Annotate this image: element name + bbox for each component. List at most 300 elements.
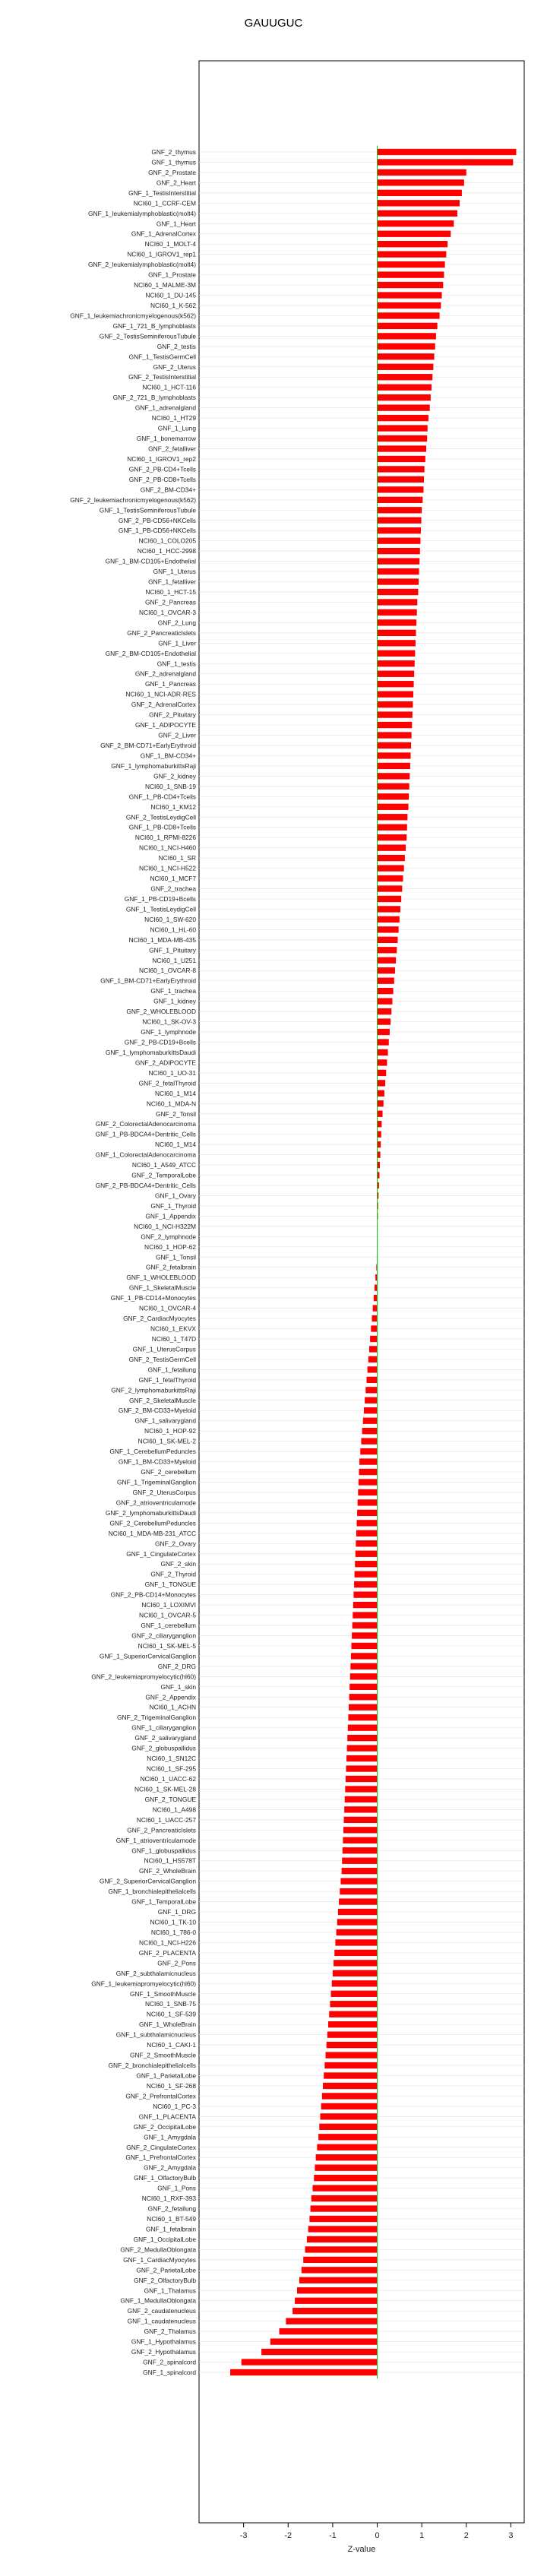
category-label: GNF_1_PB-CD56+NKCells <box>118 527 196 535</box>
bar <box>378 1141 381 1147</box>
bar <box>378 343 435 350</box>
bar <box>350 1663 377 1669</box>
bar <box>378 261 445 267</box>
category-label: NCI60_1_HOP-92 <box>144 1427 196 1435</box>
category-label: NCI60_1_PC-3 <box>153 2102 196 2110</box>
category-label: GNF_2_PrefrontalCortex <box>125 2092 196 2100</box>
bar <box>319 2124 377 2130</box>
bar <box>329 2011 377 2017</box>
category-label: GNF_2_lymphomaburkittsDaudi <box>105 1508 196 1517</box>
category-label: GNF_2_Ovary <box>155 1540 196 1548</box>
bar <box>378 752 411 758</box>
bar <box>323 2083 378 2089</box>
bar <box>378 916 400 922</box>
category-label: NCI60_1_M14 <box>154 1141 196 1149</box>
bar <box>378 844 406 850</box>
bar <box>378 558 420 564</box>
category-label: GNF_1_adrenalgland <box>134 403 196 412</box>
category-label: NCI60_1_CCRF-CEM <box>133 199 196 207</box>
category-label: NCI60_1_SK-OV-3 <box>142 1017 196 1026</box>
category-label: GNF_2_OlfactoryBulb <box>134 2276 196 2284</box>
bar <box>378 333 436 339</box>
category-label: NCI60_1_RXF-393 <box>141 2195 196 2203</box>
bar <box>378 210 458 217</box>
bar <box>378 548 420 554</box>
category-label: NCI60_1_DU-145 <box>145 291 196 299</box>
category-label: GNF_1_skin <box>160 1682 196 1691</box>
category-label: NCI60_1_EKVX <box>150 1324 196 1333</box>
category-label: GNF_2_PB-CD14+Monocytes <box>110 1590 196 1599</box>
bar <box>331 1991 378 1997</box>
category-label: GNF_1_Hypothalamus <box>131 2337 196 2346</box>
bar <box>370 1336 377 1342</box>
bar <box>305 2246 378 2252</box>
bar <box>378 722 413 728</box>
category-label: NCI60_1_SR <box>158 854 196 862</box>
category-label: GNF_1_lymphnode <box>141 1028 196 1036</box>
category-label: GNF_1_WHOLEBLOOD <box>126 1274 196 1282</box>
category-label: GNF_1_CingulateCortex <box>126 1549 196 1558</box>
category-label: GNF_2_SkeletalMuscle <box>129 1396 196 1404</box>
x-tick-label: 0 <box>375 2531 380 2540</box>
category-label: NCI60_1_MOLT-4 <box>144 240 196 248</box>
bar <box>378 824 407 831</box>
bar <box>378 773 410 779</box>
category-label: NCI60_1_SNB-75 <box>144 2000 196 2008</box>
bar <box>378 1018 391 1024</box>
bar <box>359 1458 377 1464</box>
bar <box>378 445 426 451</box>
bar <box>322 2093 378 2099</box>
bar <box>378 742 412 748</box>
bar <box>378 159 514 165</box>
category-label: NCI60_1_SNB-19 <box>144 782 196 790</box>
category-label: GNF_2_OccipitalLobe <box>133 2122 196 2131</box>
bar <box>345 1786 377 1792</box>
bar <box>343 1827 378 1833</box>
bar <box>378 640 416 646</box>
x-axis-label: Z-value <box>347 2545 376 2554</box>
category-label: GNF_1_MedullaOblongata <box>120 2296 196 2305</box>
bar <box>349 1684 377 1690</box>
bar <box>378 865 404 871</box>
category-label: NCI60_1_HT29 <box>151 414 196 422</box>
category-label: GNF_1_DRG <box>157 1908 196 1916</box>
category-label: GNF_1_TrigeminalGanglion <box>117 1478 196 1486</box>
category-label: NCI60_1_SF-295 <box>146 1764 196 1773</box>
category-label: NCI60_1_M14 <box>154 1089 196 1097</box>
bar <box>297 2287 378 2293</box>
category-label: NCI60_1_MALME-3M <box>134 281 196 290</box>
category-label: GNF_2_Pons <box>157 1959 196 1967</box>
bar <box>335 1939 377 1945</box>
bar <box>362 1428 378 1434</box>
category-labels <box>70 148 197 2376</box>
category-label: GNF_2_Prostate <box>148 168 196 176</box>
category-label: GNF_1_caudatenucleus <box>127 2317 196 2325</box>
category-label: GNF_1_Prostate <box>148 271 196 279</box>
category-label: NCI60_1_CAKI-1 <box>147 2041 196 2049</box>
category-label: NCI60_1_HCT-15 <box>145 588 196 597</box>
category-label: GNF_1_atrioventricularnode <box>115 1836 196 1844</box>
bar <box>378 947 397 953</box>
category-label: GNF_2_Pituitary <box>149 710 196 719</box>
chart-title: GAUUGUC <box>244 17 303 30</box>
x-tick-label: -3 <box>239 2531 248 2540</box>
category-label: GNF_1_BM-CD33+Myeloid <box>118 1457 196 1466</box>
bar <box>378 527 421 533</box>
bar <box>378 425 428 431</box>
category-label: NCI60_1_U251 <box>152 956 196 964</box>
category-label: GNF_2_WHOLEBLOOD <box>126 1008 196 1016</box>
bar <box>378 814 408 820</box>
bar <box>378 1111 383 1117</box>
category-label: GNF_1_BM-CD105+Endothelial <box>105 557 196 565</box>
bar <box>378 456 425 462</box>
bar <box>378 1008 392 1014</box>
category-label: GNF_2_fetalbrain <box>145 1263 196 1271</box>
category-label: GNF_2_PB-CD19+Bcells <box>124 1038 196 1046</box>
category-label: GNF_2_721_B_lymphoblasts <box>112 394 196 402</box>
bar <box>303 2257 377 2263</box>
category-label: NCI60_1_SW-620 <box>144 915 196 923</box>
category-label: GNF_1_fetallung <box>147 1366 196 1374</box>
bar <box>316 2154 378 2160</box>
bar <box>378 538 421 544</box>
category-label: GNF_2_MedullaOblongata <box>120 2245 196 2254</box>
category-label: GNF_1_lymphomaburkittsRaji <box>111 761 196 770</box>
bar <box>353 1602 378 1608</box>
category-label: GNF_1_Heart <box>156 220 196 228</box>
bar <box>378 650 416 657</box>
category-label: GNF_2_lymphomaburkittsRaji <box>111 1386 196 1394</box>
category-label: GNF_1_salivarygland <box>134 1416 196 1425</box>
category-label: GNF_2_CardiacMyocytes <box>123 1315 196 1323</box>
bar <box>378 251 447 257</box>
bar <box>378 896 402 902</box>
category-label: NCI60_1_KM12 <box>150 802 196 811</box>
category-label: GNF_2_PB-CD8+Tcells <box>128 475 196 483</box>
category-label: GNF_2_WholeBrain <box>139 1867 196 1875</box>
bar <box>363 1418 378 1424</box>
category-label: GNF_1_fetalliver <box>148 578 196 586</box>
category-label: GNF_1_TestisSeminiferousTubule <box>99 506 196 514</box>
category-label: GNF_2_fetallung <box>147 2204 196 2213</box>
category-label: NCI60_1_UACC-257 <box>136 1815 196 1824</box>
category-label: GNF_1_PB-BDCA4+Dentritic_Cells <box>95 1130 196 1138</box>
category-label: GNF_2_Appendix <box>145 1693 196 1701</box>
category-label: GNF_1_Thyroid <box>150 1201 196 1210</box>
bar <box>378 691 413 697</box>
category-label: GNF_1_leukemiapromyelocytic(hl60) <box>91 1979 196 1988</box>
bar <box>378 1039 389 1045</box>
bar <box>378 568 419 574</box>
bar <box>351 1653 378 1659</box>
category-label: GNF_2_Thyroid <box>150 1570 196 1578</box>
category-label: GNF_1_Ovary <box>155 1191 196 1200</box>
category-label: NCI60_1_MDA-MB-435 <box>128 935 196 944</box>
bar <box>378 1131 381 1138</box>
bar <box>270 2338 378 2344</box>
bar <box>378 711 413 717</box>
bar <box>378 302 441 309</box>
bar <box>230 2369 377 2375</box>
category-label: GNF_2_ColorectalAdenocarcinoma <box>95 1120 196 1128</box>
category-label: GNF_1_leukemialymphoblastic(molt4) <box>88 209 196 217</box>
category-label: NCI60_1_ACHN <box>149 1703 196 1711</box>
x-axis <box>240 2523 514 2540</box>
bar <box>366 1377 377 1383</box>
category-label: GNF_1_Uterus <box>153 568 196 576</box>
category-label: GNF_2_Thalamus <box>144 2328 196 2336</box>
category-label: GNF_1_fetalThyroid <box>138 1375 196 1384</box>
bar <box>343 1837 377 1843</box>
category-label: GNF_2_PancreaticIslets <box>127 628 196 637</box>
bar <box>378 220 454 226</box>
bar <box>357 1510 377 1516</box>
grid-lines <box>199 152 524 2372</box>
plot-area <box>199 61 524 2523</box>
bar <box>378 1080 386 1086</box>
bar <box>358 1499 378 1505</box>
category-label: GNF_2_ADIPOCYTE <box>134 1059 196 1067</box>
bar <box>378 241 448 247</box>
category-label: NCI60_1_HCC-2998 <box>137 547 196 555</box>
category-label: NCI60_1_IGROV1_rep1 <box>127 250 196 258</box>
category-label: GNF_1_ParietalLobe <box>136 2071 196 2080</box>
category-label: NCI60_1_NCI-H522 <box>139 864 196 872</box>
category-label: GNF_1_BM-CD34+ <box>140 752 196 760</box>
bar <box>378 435 428 441</box>
bar <box>378 486 424 492</box>
bar <box>378 1070 387 1076</box>
category-label: GNF_2_TestisSeminiferousTubule <box>99 332 196 340</box>
category-label: GNF_1_Pituitary <box>149 946 196 954</box>
bar <box>324 2072 377 2078</box>
category-label: NCI60_1_NCI-H226 <box>139 1938 196 1947</box>
bar <box>333 1970 378 1976</box>
bar <box>378 834 407 840</box>
category-label: NCI60_1_NCI-ADR-RES <box>125 690 196 698</box>
category-label: NCI60_1_786-0 <box>150 1928 196 1936</box>
category-label: GNF_1_721_B_lymphoblasts <box>112 321 196 330</box>
bar <box>378 978 394 984</box>
bar <box>311 2205 378 2211</box>
bar <box>378 1121 382 1127</box>
bar <box>378 1029 390 1035</box>
bar <box>378 200 460 206</box>
bar <box>378 149 517 155</box>
bar <box>286 2318 377 2324</box>
bar <box>378 957 397 964</box>
bar <box>378 394 431 400</box>
category-label: NCI60_1_COLO205 <box>138 536 196 545</box>
bar <box>378 701 413 707</box>
category-label: NCI60_1_OVCAR-5 <box>139 1611 196 1619</box>
category-label: GNF_2_CerebellumPeduncles <box>109 1519 196 1527</box>
category-label: GNF_2_DRG <box>157 1662 196 1670</box>
category-label: GNF_2_testis <box>157 342 196 350</box>
bar <box>378 967 395 973</box>
bar <box>361 1438 377 1444</box>
bar <box>375 1284 378 1290</box>
bar <box>369 1346 378 1352</box>
category-label: GNF_1_bronchialepithelialcells <box>108 1888 196 1896</box>
bar <box>334 1950 377 1956</box>
category-label: GNF_2_salivarygland <box>134 1734 196 1742</box>
bar <box>359 1469 377 1475</box>
bar <box>346 1755 377 1761</box>
bar <box>327 2042 378 2048</box>
category-label: GNF_1_TemporalLobe <box>131 1897 196 1906</box>
bar <box>378 1162 381 1168</box>
bar <box>308 2226 378 2232</box>
bar <box>378 517 422 524</box>
bar <box>292 2308 377 2314</box>
category-label: GNF_1_TONGUE <box>144 1581 196 1589</box>
category-label: NCI60_1_MDA-MB-231_ATCC <box>108 1529 196 1537</box>
category-label: GNF_2_skin <box>160 1560 196 1568</box>
bar <box>321 2103 378 2109</box>
category-label: GNF_2_thymus <box>151 148 196 156</box>
bar <box>353 1612 377 1618</box>
category-label: GNF_1_thymus <box>151 158 196 166</box>
bar <box>313 2185 378 2191</box>
category-label: GNF_2_Hypothalamus <box>131 2348 196 2356</box>
bar <box>378 804 409 810</box>
category-label: NCI60_1_SF-268 <box>146 2081 196 2090</box>
bar <box>372 1315 377 1321</box>
bar <box>378 589 419 595</box>
category-label: GNF_1_SkeletalMuscle <box>129 1283 196 1292</box>
category-label: GNF_2_caudatenucleus <box>127 2307 196 2315</box>
category-label: NCI60_1_OVCAR-4 <box>139 1304 196 1312</box>
category-label: GNF_1_OccipitalLobe <box>133 2235 196 2243</box>
category-label: GNF_2_bronchialepithelialcells <box>108 2062 196 2070</box>
category-label: GNF_2_Uterus <box>153 362 196 371</box>
bar <box>378 926 399 932</box>
category-label: GNF_2_Heart <box>156 179 196 187</box>
category-label: GNF_2_SuperiorCervicalGanglion <box>99 1877 196 1885</box>
category-label: GNF_1_Lung <box>157 424 196 432</box>
category-label: GNF_1_ColorectalAdenocarcinoma <box>95 1150 196 1159</box>
category-label: GNF_2_leukemiachronicmyelogenous(k562) <box>70 495 196 504</box>
category-label: GNF_1_lymphomaburkittsDaudi <box>105 1048 196 1056</box>
category-label: NCI60_1_A549_ATCC <box>131 1161 196 1169</box>
bar <box>360 1448 377 1454</box>
category-label: NCI60_1_SF-539 <box>146 2010 196 2018</box>
category-label: NCI60_1_NCI-H460 <box>139 843 196 852</box>
category-label: GNF_2_subthalamicnucleus <box>115 1969 196 1977</box>
bar <box>378 660 415 666</box>
bar <box>378 998 393 1004</box>
category-label: GNF_1_cerebellum <box>141 1622 196 1630</box>
bar <box>314 2175 377 2181</box>
bar <box>378 1090 384 1097</box>
category-label: GNF_1_Amygdala <box>144 2133 196 2141</box>
category-label: GNF_2_kidney <box>153 772 196 780</box>
category-label: GNF_2_globuspallidus <box>131 1744 196 1752</box>
category-label: GNF_2_BM-CD105+Endothelial <box>105 649 196 657</box>
category-label: GNF_1_Appendix <box>145 1212 196 1220</box>
bar <box>378 231 451 237</box>
bar <box>338 1909 378 1915</box>
category-label: GNF_2_PB-BDCA4+Dentritic_Cells <box>95 1182 196 1190</box>
category-label: GNF_1_Pons <box>157 2184 196 2192</box>
category-label: GNF_1_SuperiorCervicalGanglion <box>99 1652 196 1660</box>
category-label: GNF_1_globuspallidus <box>131 1847 196 1855</box>
bar <box>378 1151 381 1157</box>
category-label: GNF_2_TestisGermCell <box>128 1355 196 1363</box>
bar <box>346 1776 378 1782</box>
category-label: GNF_2_PB-CD56+NKCells <box>118 516 196 524</box>
category-label: NCI60_1_NCI-H322M <box>134 1222 196 1230</box>
category-label: NCI60_1_OVCAR-8 <box>139 967 196 975</box>
x-tick-label: 3 <box>508 2531 514 2540</box>
bar <box>347 1745 378 1751</box>
bar <box>364 1407 378 1413</box>
bar <box>378 1059 387 1065</box>
bar <box>359 1479 378 1485</box>
bar <box>356 1530 378 1536</box>
bar <box>343 1847 378 1853</box>
category-label: NCI60_1_SK-MEL-2 <box>138 1437 196 1445</box>
bar <box>378 671 415 677</box>
bar <box>378 599 418 605</box>
bar <box>378 1049 388 1055</box>
category-label: GNF_1_Liver <box>158 639 196 647</box>
category-label: NCI60_1_SN12C <box>147 1755 196 1763</box>
x-tick-label: 2 <box>463 2531 469 2540</box>
bar <box>324 2062 377 2068</box>
bar <box>356 1540 377 1546</box>
category-label: GNF_2_ciliaryganglion <box>131 1631 196 1640</box>
category-label: GNF_2_TestisLeydigCell <box>125 813 196 821</box>
bar <box>342 1858 377 1864</box>
bar <box>353 1591 377 1597</box>
bar <box>261 2349 377 2355</box>
bars <box>230 146 516 2379</box>
bar <box>356 1551 378 1557</box>
bar <box>295 2298 377 2304</box>
bar <box>242 2359 378 2365</box>
bar <box>378 292 442 298</box>
category-label: NCI60_1_A498 <box>152 1805 196 1814</box>
category-label: NCI60_1_K-562 <box>150 301 196 309</box>
category-label: NCI60_1_HCT-116 <box>142 383 196 391</box>
bar <box>302 2267 378 2273</box>
bar <box>378 619 417 625</box>
category-label: NCI60_1_TK-10 <box>150 1918 196 1926</box>
category-label: GNF_1_ciliaryganglion <box>131 1723 196 1732</box>
bar <box>378 323 438 329</box>
bar <box>378 732 412 738</box>
x-tick-label: 1 <box>419 2531 425 2540</box>
category-label: GNF_1_Tonsil <box>155 1253 196 1261</box>
bar <box>354 1581 377 1587</box>
category-label: GNF_2_PB-CD4+Tcells <box>128 465 196 473</box>
category-label: GNF_1_spinalcord <box>143 2369 196 2376</box>
category-label: GNF_1_leukemiachronicmyelogenous(k562) <box>70 312 196 320</box>
category-label: GNF_2_PancreaticIslets <box>127 1826 196 1834</box>
category-label: NCI60_1_IGROV1_rep2 <box>127 454 196 463</box>
category-label: GNF_1_OlfactoryBulb <box>134 2174 196 2182</box>
bar <box>378 271 444 277</box>
bar <box>378 630 416 636</box>
bar <box>378 885 403 891</box>
bar <box>378 906 400 912</box>
bar <box>378 179 464 185</box>
